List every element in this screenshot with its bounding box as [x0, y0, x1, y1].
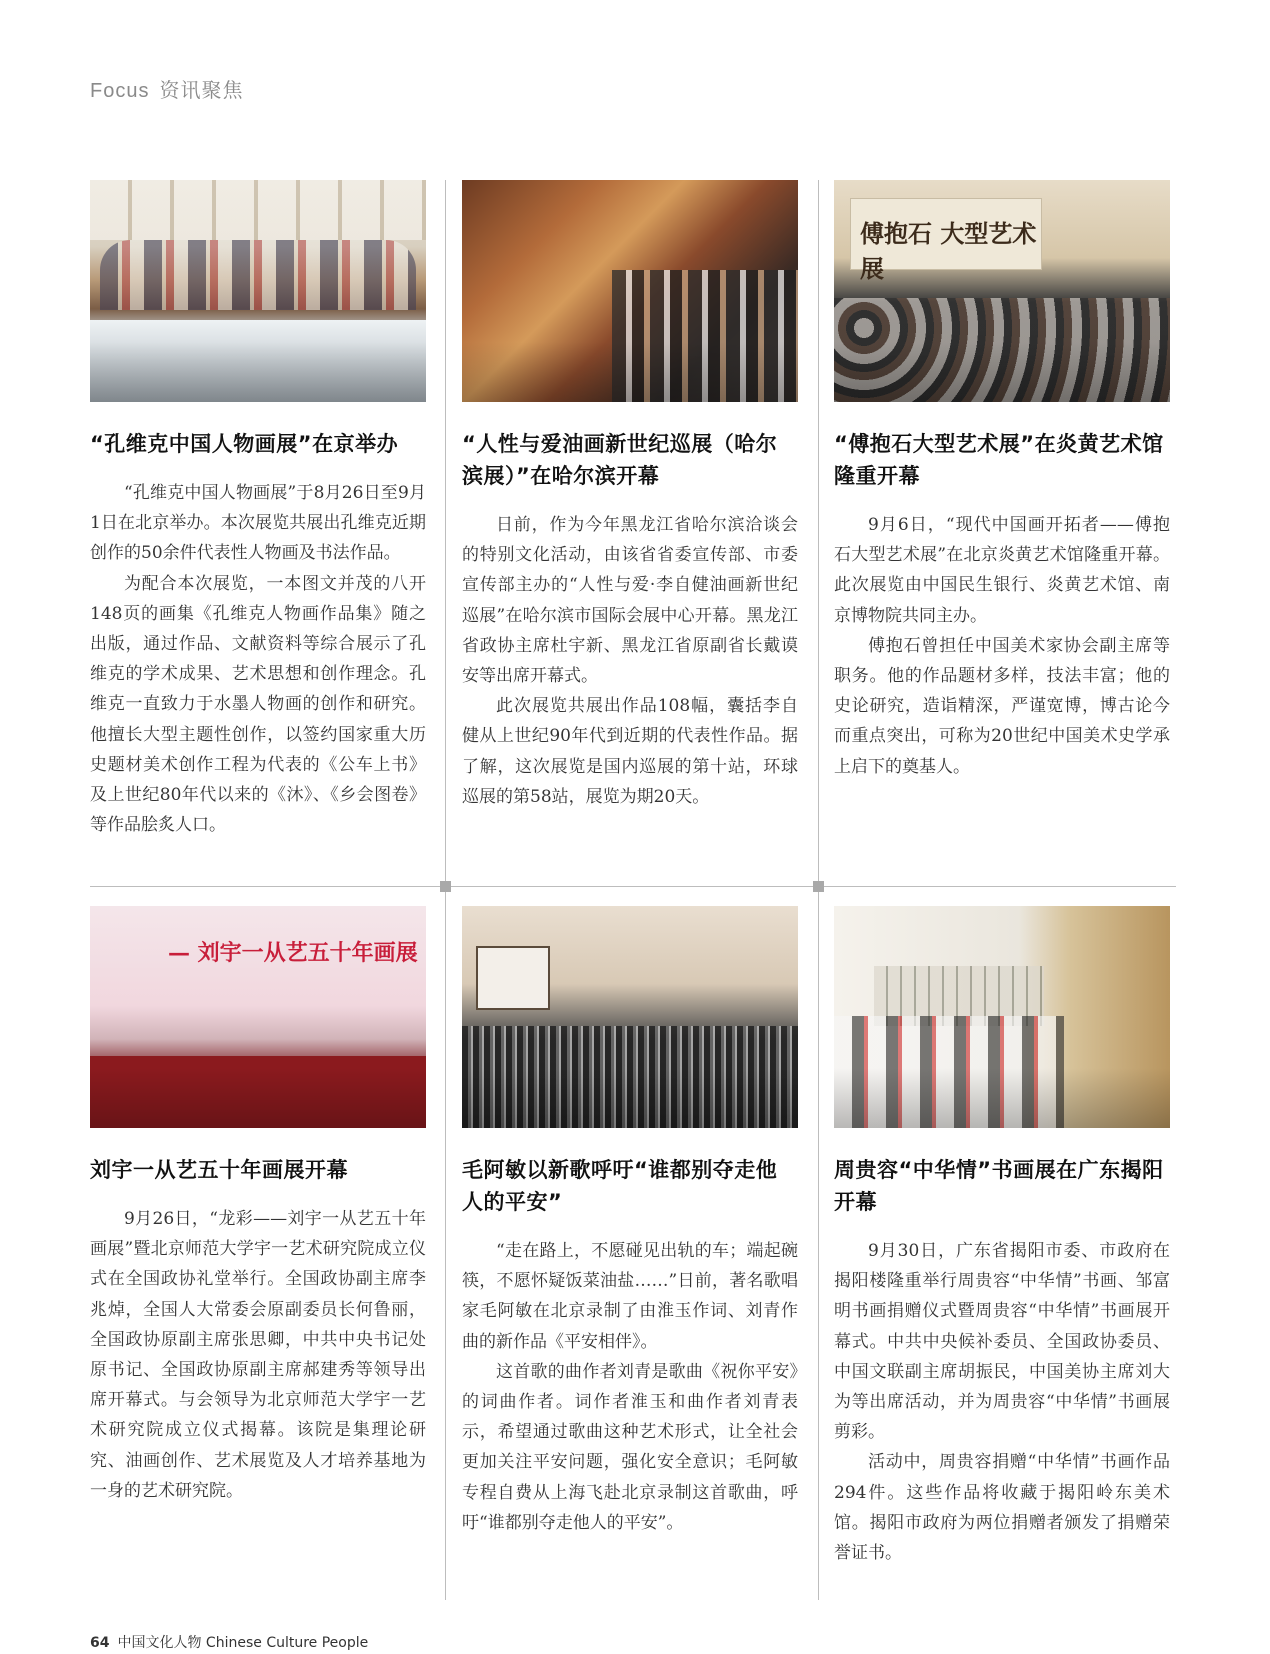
row-divider: [90, 886, 1176, 887]
article-paragraph: 日前，作为今年黑龙江省哈尔滨洽谈会的特别文化活动，由该省省委宣传部、市委宣传部主办的“人性与爱·李自健油画新世纪巡展”在哈尔滨市国际会展中心开幕。黑龙江省政协主席杜宇新、黑龙江省原副省长戴谟安等出席开幕式。: [462, 515, 798, 687]
article-paragraph: 9月6日，“现代中国画开拓者——傅抱石大型艺术展”在北京炎黄艺术馆隆重开幕。此次展览由中国民生银行、炎黄艺术馆、南京博物院共同主办。: [834, 515, 1170, 626]
article-title: “傅抱石大型艺术展”在炎黄艺术馆隆重开幕: [834, 432, 1164, 488]
article-body: [462, 1236, 798, 1538]
article-paragraph: 为配合本次展览，一本图文并茂的八开148页的画集《孔维克人物画作品集》随之出版，通过作品、文献资料等综合展示了孔维克的学术成果、艺术思想和创作理念。孔维克一直致力于水墨人物画的创作和研究。他擅长大型主题性创作，以签约国家重大历史题材美术创作工程为代表的《公车上书》及上世纪80年代以来的《沐》、《乡会图卷》等作品脍炙人口。: [90, 573, 426, 836]
article-paragraph: “走在路上，不愿碰见出轨的车；端起碗筷，不愿怀疑饭菜油盐……”日前，著名歌唱家毛阿敏在北京录制了由淮玉作词、刘青作曲的新作品《平安相伴》。: [462, 1241, 798, 1352]
article-photo: [834, 180, 1170, 402]
exhibition-banner: 傅抱石 大型艺术展: [860, 219, 1037, 283]
divider-marker: [440, 881, 451, 892]
article-body: [462, 510, 798, 812]
exhibition-banner: — 刘宇一从艺五十年画展: [168, 940, 418, 966]
article-paragraph: 这首歌的曲作者刘青是歌曲《祝你平安》的词曲作者。词作者淮玉和曲作者刘青表示，希望通过歌曲这种艺术形式，让全社会更加关注平安问题，强化安全意识；毛阿敏专程自费从上海飞赴北京录制这首歌曲，呼吁“谁都别夺走他人的平安”。: [462, 1361, 798, 1533]
article-title: “孔维克中国人物画展”在京举办: [90, 432, 399, 456]
publication-name: 中国文化人物 Chinese Culture People: [117, 1635, 369, 1651]
article-paragraph: 活动中，周贵容捐赠“中华情”书画作品294件。这些作品将收藏于揭阳岭东美术馆。揭阳市政府为两位捐赠者颁发了捐赠荣誉证书。: [834, 1452, 1170, 1564]
article-title: 周贵容“中华情”书画展在广东揭阳开幕: [834, 1158, 1164, 1214]
article-1: [90, 180, 426, 840]
article-body: [834, 510, 1170, 782]
section-header: [90, 74, 243, 103]
article-4: [90, 906, 426, 1506]
article-paragraph: “孔维克中国人物画展”于8月26日至9月1日在北京举办。本次展览共展出孔维克近期创作的50余件代表性人物画及书法作品。: [90, 483, 426, 564]
article-photo: [462, 180, 798, 402]
article-body: [90, 1204, 426, 1506]
page-number: 64: [90, 1635, 110, 1651]
article-body: [90, 478, 426, 840]
article-2: [462, 180, 798, 812]
page-footer: [90, 1632, 368, 1652]
article-paragraph: 傅抱石曾担任中国美术家协会副主席等职务。他的作品题材多样，技法丰富；他的史论研究，造诣精深，严谨宽博，博古论今而重点突出，可称为20世纪中国美术史学承上启下的奠基人。: [834, 635, 1170, 777]
divider-marker: [813, 881, 824, 892]
section-label-cn: 资讯聚焦: [159, 78, 244, 102]
section-label-en: Focus: [90, 80, 150, 102]
article-6: [834, 906, 1170, 1568]
article-3: [834, 180, 1170, 782]
article-title: “人性与爱油画新世纪巡展（哈尔滨展）”在哈尔滨开幕: [462, 432, 778, 488]
article-photo: [90, 906, 426, 1128]
article-title: 毛阿敏以新歌呼吁“谁都别夺走他人的平安”: [462, 1158, 778, 1214]
article-paragraph: 9月26日，“龙彩——刘宇一从艺五十年画展”暨北京师范大学宇一艺术研究院成立仪式在全国政协礼堂举行。全国政协副主席李兆焯，全国人大常委会原副委员长何鲁丽，全国政协原副主席张思卿，中共中央书记处原书记、全国政协原副主席郝建秀等领导出席开幕式。与会领导为北京师范大学宇一艺术研究院成立仪式揭幕。该院是集理论研究、油画创作、艺术展览及人才培养基地为一身的艺术研究院。: [90, 1209, 426, 1501]
article-photo: [834, 906, 1170, 1128]
article-body: [834, 1236, 1170, 1568]
article-photo: [90, 180, 426, 402]
article-title: 刘宇一从艺五十年画展开幕: [90, 1158, 348, 1182]
article-photo: [462, 906, 798, 1128]
article-paragraph: 此次展览共展出作品108幅，囊括李自健从上世纪90年代到近期的代表性作品。据了解，这次展览是国内巡展的第十站，环球巡展的第58站，展览为期20天。: [462, 696, 798, 807]
article-paragraph: 9月30日，广东省揭阳市委、市政府在揭阳楼隆重举行周贵容“中华情”书画、邹富明书画捐赠仪式暨周贵容“中华情”书画展开幕式。中共中央候补委员、全国政协委员、中国文联副主席胡振民，中国美协主席刘大为等出席活动，并为周贵容“中华情”书画展剪彩。: [834, 1241, 1170, 1443]
article-5: [462, 906, 798, 1538]
